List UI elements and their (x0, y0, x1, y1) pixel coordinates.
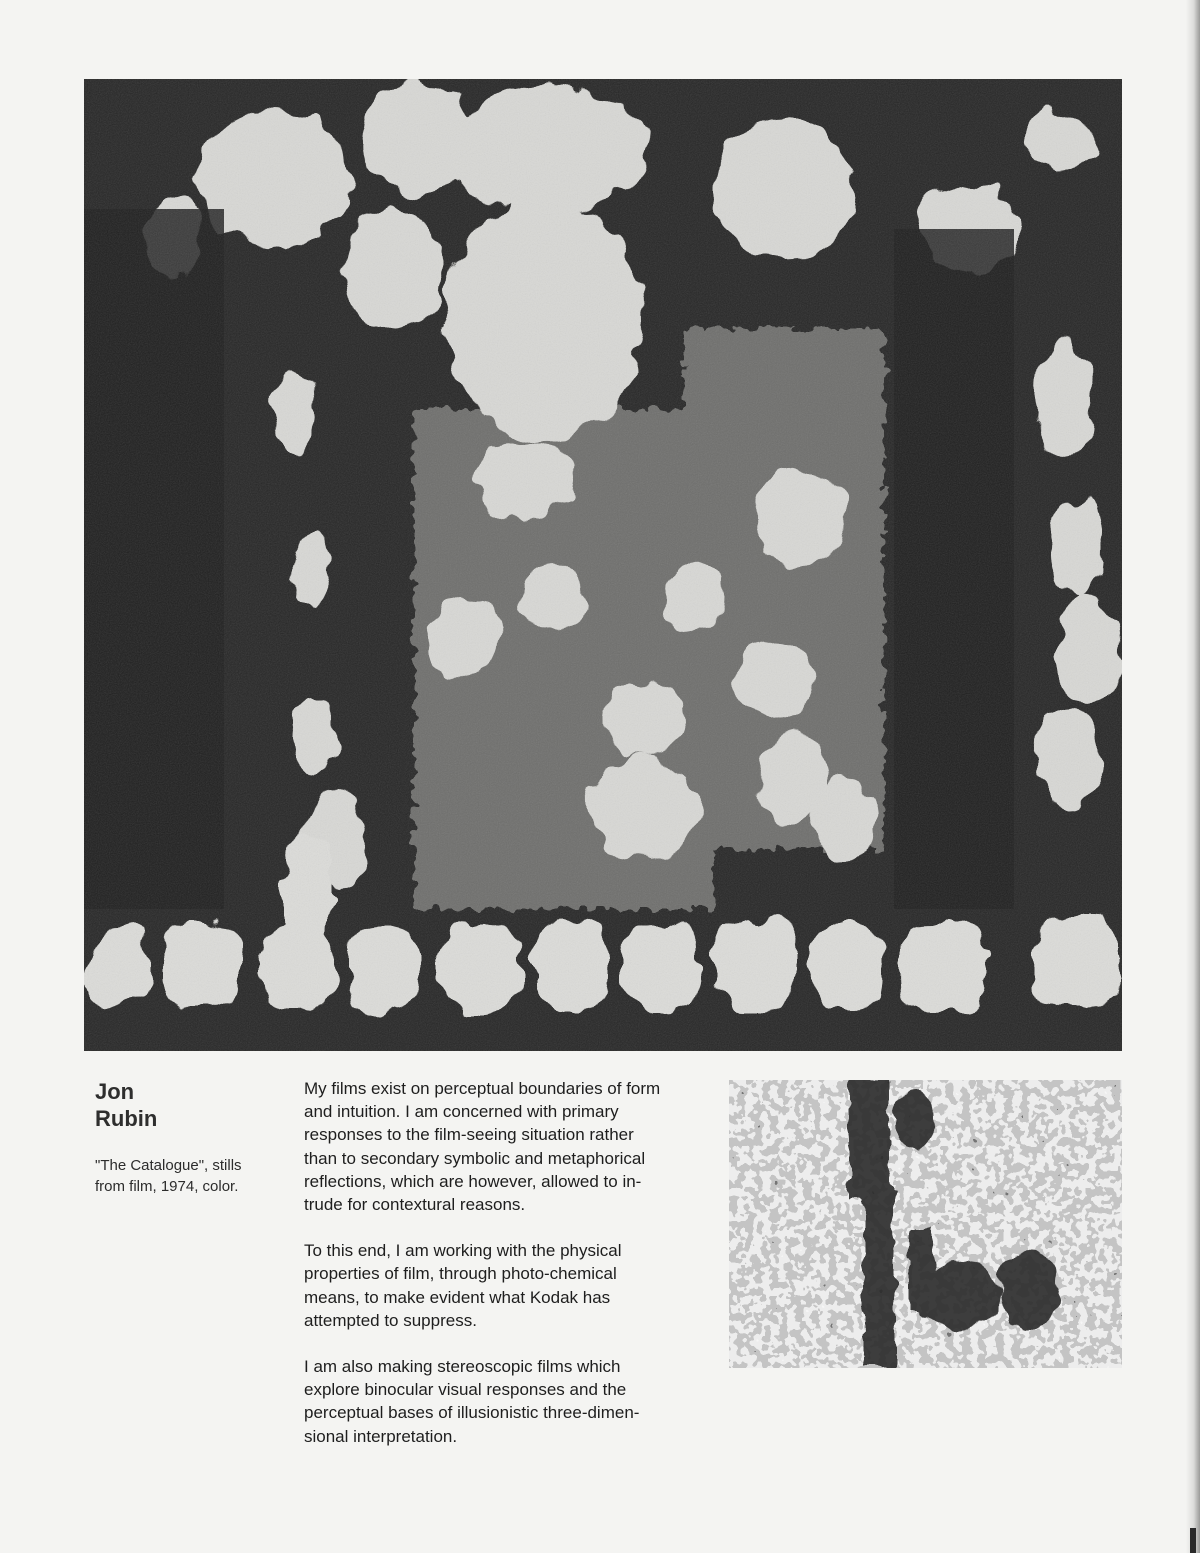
statement-line: attempted to suppress. (304, 1310, 477, 1330)
statement-paragraph-3 (304, 1355, 704, 1448)
photo-caption (95, 1155, 285, 1197)
film-still-large-graphic (84, 79, 1122, 1051)
artist-name (95, 1078, 275, 1132)
statement-line: than to secondary symbolic and metaphorical (304, 1148, 646, 1168)
statement-line: explore binocular visual responses and the (304, 1380, 627, 1400)
page-edge-mark (1190, 1528, 1196, 1553)
statement-paragraph-2 (304, 1239, 704, 1332)
statement-line: means, to make evident what Kodak has (304, 1287, 611, 1307)
statement-line: trude for contextural reasons. (304, 1195, 526, 1215)
artist-statement (304, 1077, 704, 1471)
statement-line: My films exist on perceptual boundaries of form (304, 1079, 661, 1098)
statement-line: I am also making stereoscopic films which (304, 1357, 621, 1377)
artist-name-first: Jon (95, 1079, 135, 1104)
artist-name-last: Rubin (95, 1106, 158, 1131)
film-still-small (729, 1080, 1122, 1368)
statement-line: reflections, which are however, allowed to in- (304, 1171, 642, 1191)
statement-line: responses to the film-seeing situation rather (304, 1125, 634, 1145)
statement-line: and intuition. I am concerned with primary (304, 1102, 619, 1122)
film-still-large (84, 79, 1122, 1051)
caption-line: "The Catalogue", stills (95, 1157, 242, 1174)
caption-line: from film, 1974, color. (95, 1178, 239, 1195)
statement-line: sional interpretation. (304, 1426, 458, 1446)
statement-paragraph-1 (304, 1077, 704, 1216)
page-edge (1186, 0, 1200, 1553)
statement-line: properties of film, through photo-chemical (304, 1264, 617, 1284)
film-still-small-graphic (729, 1080, 1122, 1368)
statement-line: To this end, I am working with the physical (304, 1241, 622, 1261)
statement-line: perceptual bases of illusionistic three-dimen- (304, 1403, 640, 1423)
